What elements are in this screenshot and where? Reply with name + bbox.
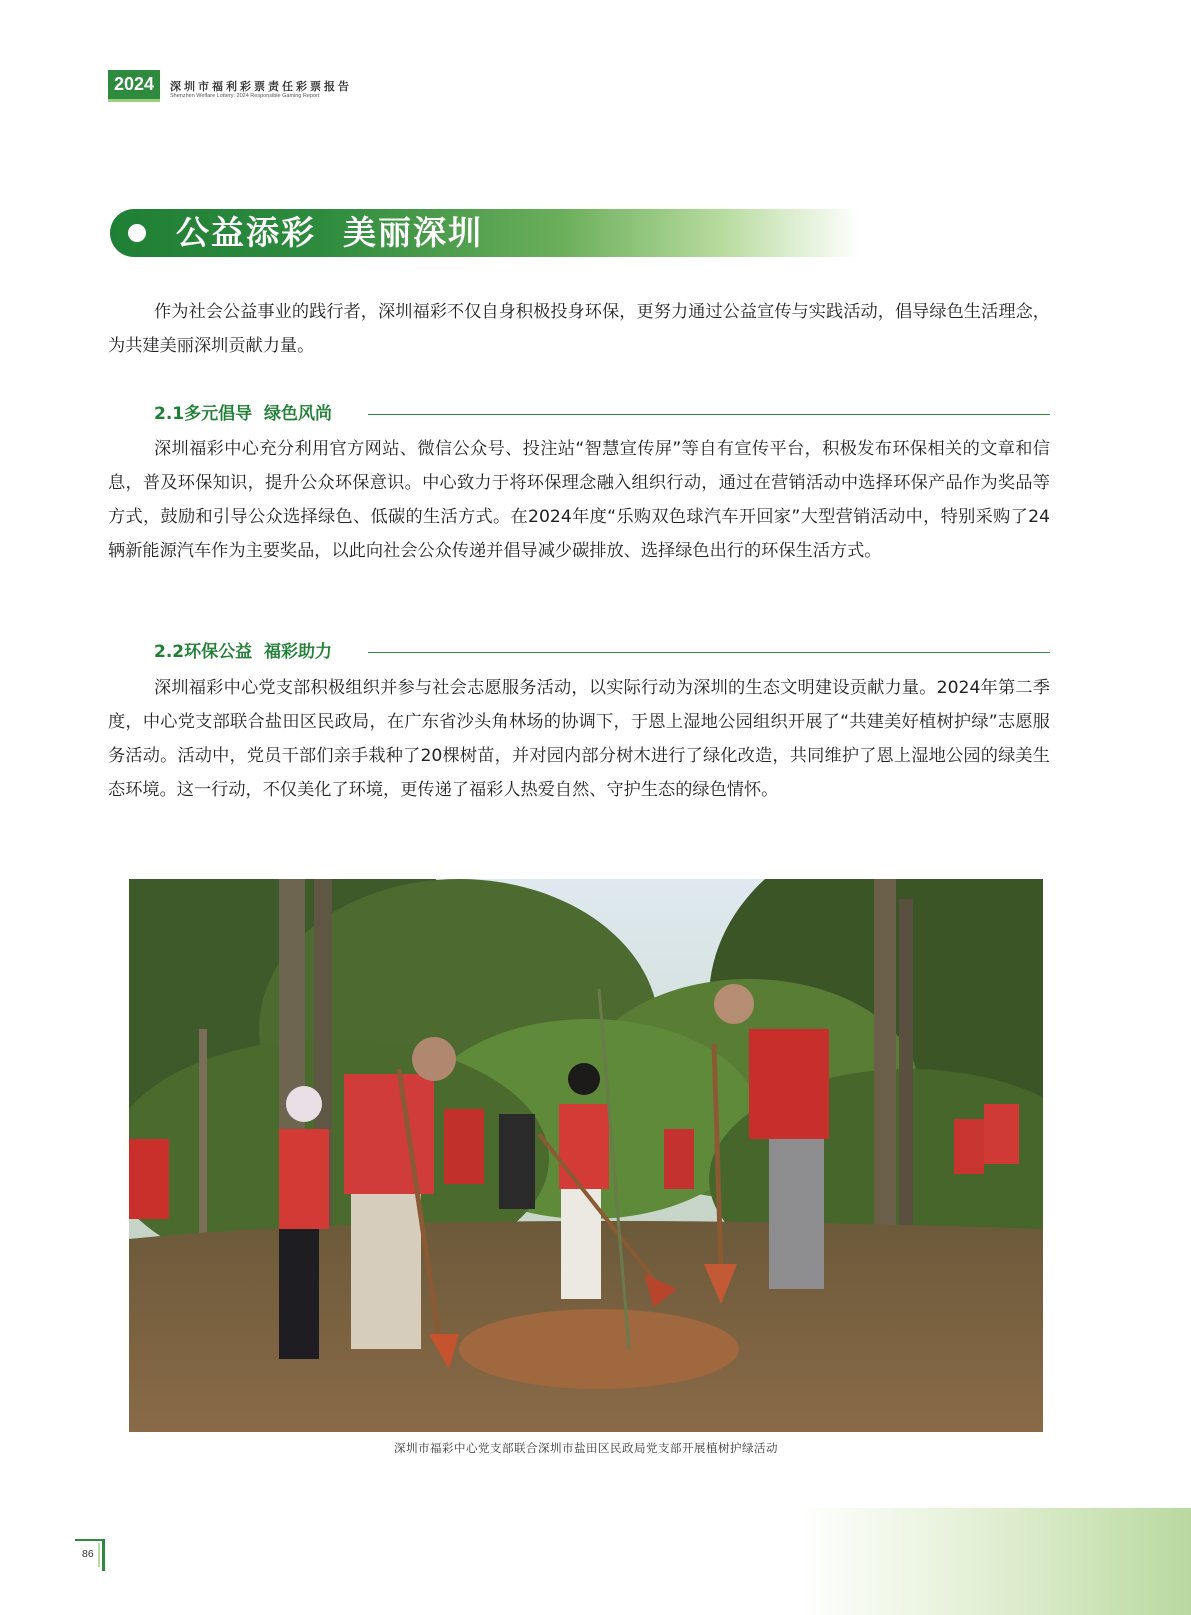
- subsection-body-2-1: 深圳福彩中心充分利用官方网站、微信公众号、投注站“智慧宣传屏”等自有宣传平台，积极发布环保相关的文章和信息，普及环保知识，提升公众环保意识。中心致力于将环保理念融入组织行动，通过在营销活动中选择环保产品作为奖品等方式，鼓励和引导公众选择绿色、低碳的生活方式。在2024年度“乐购双色球汽车开回家”大型营销活动中，特别采购了24辆新能源汽车作为主要奖品，以此向社会公众传递并倡导减少碳排放、选择绿色出行的环保生活方式。: [108, 439, 1050, 561]
- header-year-underline: [108, 99, 160, 102]
- subsection-heading-text: 2.2环保公益 福彩助力: [154, 642, 332, 662]
- photo-illustration: [129, 879, 1043, 1432]
- bullet-dot-icon: [128, 224, 146, 242]
- header-subtitle: Shenzhen Welfare Lottery: 2024 Responsible Gaming Report: [170, 93, 320, 99]
- header-title: 深圳市福利彩票责任彩票报告: [170, 80, 352, 93]
- header-year: 2024: [108, 70, 160, 99]
- heading-rule: [368, 414, 1050, 415]
- subsection-heading-2-1: [154, 402, 1050, 426]
- tree-planting-photo: [129, 879, 1043, 1432]
- photo-caption: 深圳市福彩中心党支部联合深圳市盐田区民政局党支部开展植树护绿活动: [394, 1441, 778, 1455]
- page-mark-side: [102, 1539, 105, 1571]
- heading-rule: [368, 652, 1050, 653]
- page-mark-top: [75, 1539, 105, 1541]
- subsection-body-2-2: 深圳福彩中心党支部积极组织并参与社会志愿服务活动，以实际行动为深圳的生态文明建设贡献力量。2024年第二季度，中心党支部联合盐田区民政局，在广东省沙头角林场的协调下，于恩上湿地公园组织开展了“共建美好植树护绿”志愿服务活动。活动中，党员干部们亲手栽种了20棵树苗，并对园内部分树木进行了绿化改造，共同维护了恩上湿地公园的绿美生态环境。这一行动，不仅美化了环境，更传递了福彩人热爱自然、守护生态的绿色情怀。: [108, 678, 1050, 800]
- subsection-heading-text: 2.1多元倡导 绿色风尚: [154, 404, 332, 424]
- section-title: 公益添彩 美丽深圳: [176, 213, 483, 252]
- section-banner: [110, 209, 860, 257]
- report-header: [108, 70, 378, 102]
- page-mark-accent: [98, 1543, 100, 1567]
- subsection-heading-2-2: [154, 640, 1050, 664]
- footer-gradient: [800, 1508, 1191, 1615]
- intro-paragraph: 作为社会公益事业的践行者，深圳福彩不仅自身积极投身环保，更努力通过公益宣传与实践活动，倡导绿色生活理念，为共建美丽深圳贡献力量。: [108, 302, 1050, 356]
- page-number: 86: [82, 1548, 94, 1560]
